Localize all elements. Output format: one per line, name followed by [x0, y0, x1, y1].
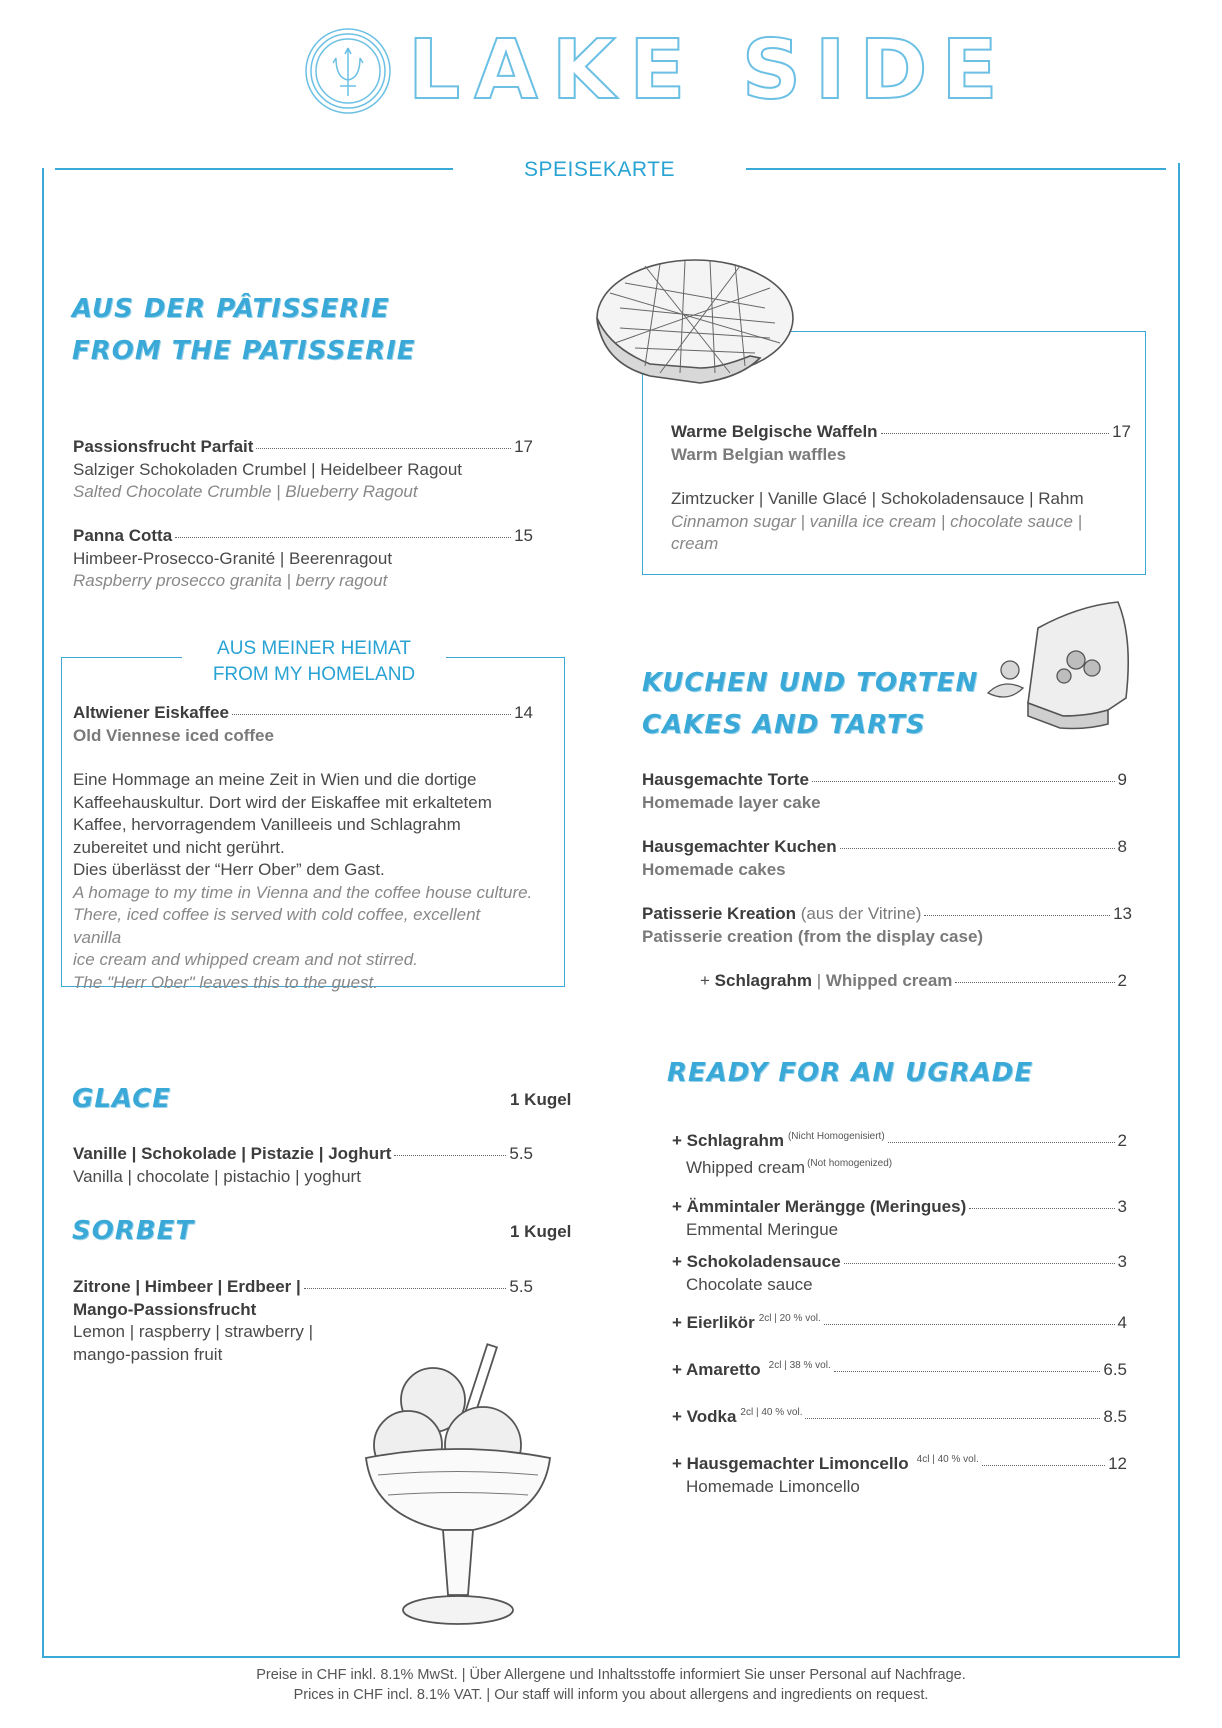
item-name-en: Warm Belgian waffles — [671, 444, 847, 464]
item-name-en: Old Viennese iced coffee — [73, 725, 274, 745]
item-note: 2cl | 20 % vol. — [758, 1313, 821, 1324]
item-name-en: Homemade cakes — [642, 859, 786, 879]
leader-dots — [175, 537, 511, 538]
item-desc-de: Salziger Schokoladen Crumbel | Heidelbeer Ragout — [73, 459, 463, 479]
item-name — [672, 1126, 885, 1153]
item-desc-en-3: ice cream and whipped cream and not stirred. — [73, 950, 418, 969]
item-desc-en-1: A homage to my time in Vienna and the coffee house culture. — [73, 882, 533, 902]
item-sub-note: (Not homogenized) — [807, 1157, 893, 1169]
item-note: 4cl | 40 % vol. — [916, 1454, 979, 1465]
leader-dots — [844, 1263, 1115, 1264]
item-name: + Ämmintaler Merängge (Meringues) — [672, 1197, 967, 1216]
frame-right — [1178, 163, 1180, 1658]
homeland-heading — [182, 636, 446, 688]
item-name-text: + Schlagrahm — [672, 1131, 784, 1150]
item-name — [672, 1449, 979, 1476]
leader-dots — [394, 1155, 506, 1156]
item-name-text: + Amaretto — [672, 1360, 761, 1379]
item-price: 2 — [1117, 971, 1127, 990]
item-name — [642, 903, 921, 926]
homeland-heading-en: FROM MY HOMELAND — [212, 664, 416, 685]
item-desc-de-3: Kaffee, hervorragendem Vanilleeis und Schlagrahm — [73, 815, 461, 834]
homeland-heading-de: AUS MEINER HEIMAT — [217, 638, 411, 659]
item-price: 5.5 — [509, 1277, 533, 1296]
item-price: 2 — [1117, 1131, 1127, 1150]
leader-dots — [824, 1324, 1115, 1325]
item-desc-2: mango-passion fruit — [73, 1344, 223, 1364]
patisserie-heading-de: AUS DER PÂTISSERIE — [72, 294, 390, 324]
leader-dots — [805, 1418, 1100, 1419]
menu-item-glace — [73, 1143, 533, 1188]
item-desc-en: Salted Chocolate Crumble | Blueberry Ragout — [73, 482, 418, 501]
patisserie-heading — [72, 288, 592, 372]
item-name-extra: (aus der Vitrine) — [796, 904, 922, 923]
item-price: 12 — [1108, 1454, 1127, 1473]
leader-dots — [888, 1142, 1115, 1143]
menu-title: SPEISEKARTE — [523, 158, 675, 181]
item-name-text: + Hausgemachter Limoncello — [672, 1454, 909, 1473]
upgrade-item-limoncello — [672, 1449, 1127, 1498]
patisserie-heading-en: FROM THE PATISSERIE — [72, 336, 416, 366]
menu-item-patisserie-kreation — [642, 903, 1132, 948]
item-name — [672, 1402, 802, 1429]
item-name: + Schokoladensauce — [672, 1252, 841, 1271]
item-name: Warme Belgische Waffeln — [671, 422, 878, 441]
item-sub-text: Whipped cream — [686, 1157, 806, 1177]
item-name-text: + Vodka — [672, 1407, 737, 1426]
sorbet-heading: SORBET — [72, 1216, 195, 1246]
item-desc-en: Cinnamon sugar | vanilla ice cream | chocolate sauce | cream — [671, 511, 1083, 553]
upgrade-item-vodka — [672, 1402, 1127, 1429]
leader-dots — [955, 982, 1114, 983]
item-price: 9 — [1117, 770, 1127, 789]
item-price: 3 — [1117, 1197, 1127, 1216]
waffle-illustration — [590, 248, 800, 428]
item-desc-en: Raspberry prosecco granita | berry ragout — [73, 571, 388, 590]
item-price: 4 — [1117, 1313, 1127, 1332]
upgrade-heading: READY FOR AN UGRADE — [667, 1058, 1034, 1088]
item-name-en: Patisserie creation (from the display case) — [642, 926, 984, 946]
item-sub — [672, 1153, 1127, 1180]
menu-item-passionsfrucht — [73, 436, 533, 504]
item-price: 6.5 — [1103, 1360, 1127, 1379]
leader-dots — [232, 714, 511, 715]
menu-item-cake-addon — [700, 970, 1127, 993]
item-desc-de: Himbeer-Prosecco-Granité | Beerenragout — [73, 548, 393, 568]
item-name-en: Homemade layer cake — [642, 792, 821, 812]
leader-dots — [840, 848, 1115, 849]
menu-item-panna-cotta — [73, 525, 533, 593]
leader-dots — [812, 781, 1115, 782]
addon-name-en: Whipped cream — [825, 971, 953, 990]
item-price: 5.5 — [509, 1144, 533, 1163]
menu-item-torte — [642, 769, 1127, 814]
item-price: 3 — [1117, 1252, 1127, 1271]
frame-bottom — [42, 1656, 1180, 1658]
item-desc-de-4: zubereitet und nicht gerührt. — [73, 837, 285, 857]
cakes-heading — [642, 662, 1062, 746]
item-name-line2: Mango-Passionsfrucht — [73, 1299, 257, 1319]
leader-dots — [969, 1208, 1114, 1209]
frame-top-right — [746, 168, 1166, 170]
menu-item-waffles — [671, 421, 1131, 556]
item-name-text: + Eierlikör — [672, 1313, 755, 1332]
item-sub: Chocolate sauce — [686, 1274, 813, 1294]
item-price: 13 — [1113, 904, 1132, 923]
item-price: 8.5 — [1103, 1407, 1127, 1426]
upgrade-item-schokoladensauce — [672, 1251, 1127, 1296]
item-name: Hausgemachter Kuchen — [642, 837, 837, 856]
glace-unit: 1 Kugel — [510, 1090, 572, 1109]
leader-dots — [834, 1371, 1101, 1372]
item-desc-en-2: There, iced coffee is served with cold coffee, excellent vanilla — [73, 905, 481, 947]
frame-left — [42, 168, 44, 1658]
addon-name: Schlagrahm — [714, 971, 812, 990]
item-name: Passionsfrucht Parfait — [73, 437, 254, 456]
sorbet-unit: 1 Kugel — [510, 1222, 572, 1241]
item-desc-de-2: Kaffeehauskultur. Dort wird der Eiskaffee mit erkaltetem — [73, 792, 492, 812]
item-name-text: Patisserie Kreation — [642, 904, 797, 923]
item-name: Hausgemachte Torte — [642, 770, 809, 789]
upgrade-item-amaretto — [672, 1355, 1127, 1382]
item-desc-de: Zimtzucker | Vanille Glacé | Schokoladensauce | Rahm — [671, 489, 1084, 508]
item-name: Panna Cotta — [73, 526, 173, 545]
item-name: Altwiener Eiskaffee — [73, 703, 229, 722]
leader-dots — [982, 1465, 1105, 1466]
item-price: 8 — [1117, 837, 1127, 856]
cakes-heading-en: CAKES AND TARTS — [642, 710, 926, 740]
item-desc-de-5: Dies überlässt der “Herr Ober” dem Gast. — [73, 860, 385, 879]
item-note: 2cl | 40 % vol. — [740, 1407, 803, 1418]
item-price: 17 — [1112, 422, 1131, 441]
trident-logo-icon — [300, 26, 396, 116]
item-price: 14 — [514, 703, 533, 722]
item-desc: Vanilla | chocolate | pistachio | yoghurt — [73, 1166, 361, 1186]
cakes-heading-de: KUCHEN UND TORTEN — [642, 668, 979, 698]
menu-item-kuchen — [642, 836, 1127, 881]
leader-dots — [304, 1288, 507, 1289]
leader-dots — [881, 433, 1110, 434]
brand-name: LAKE SIDE — [408, 23, 1012, 118]
ice-cream-sundae-illustration — [358, 1340, 558, 1640]
item-name: Zitrone | Himbeer | Erdbeer | — [73, 1277, 301, 1296]
addon-sep: | — [811, 971, 826, 990]
frame-top-left — [55, 168, 453, 170]
footer-en: Prices in CHF incl. 8.1% VAT. | Our staff will inform you about allergens and ingredients on request. — [293, 1687, 929, 1703]
item-note: (Nicht Homogenisiert) — [787, 1131, 885, 1142]
brand-logo — [300, 23, 1012, 118]
item-name: Vanille | Schokolade | Pistazie | Joghurt — [73, 1144, 392, 1163]
item-desc-1: Lemon | raspberry | strawberry | — [73, 1322, 313, 1341]
upgrade-item-meringue — [672, 1196, 1127, 1241]
upgrade-item-schlagrahm — [672, 1126, 1127, 1179]
item-desc-en-4: The "Herr Ober" leaves this to the guest. — [73, 972, 378, 992]
leader-dots — [256, 448, 511, 449]
item-price: 17 — [514, 437, 533, 456]
item-price: 15 — [514, 526, 533, 545]
addon-prefix: + — [700, 971, 715, 990]
item-sub: Homemade Limoncello — [686, 1476, 860, 1496]
footer-de: Preise in CHF inkl. 8.1% MwSt. | Über Allergene und Inhaltsstoffe informiert Sie unser Personal auf Nachfrage. — [256, 1667, 966, 1683]
leader-dots — [924, 915, 1110, 916]
glace-heading: GLACE — [72, 1084, 172, 1114]
item-sub: Emmental Meringue — [686, 1219, 839, 1239]
item-name — [672, 1355, 831, 1382]
item-name — [700, 970, 952, 993]
item-name — [672, 1308, 821, 1335]
menu-item-eiskaffee — [73, 702, 533, 994]
item-desc-de-1: Eine Hommage an meine Zeit in Wien und die dortige — [73, 770, 477, 789]
item-note: 2cl | 38 % vol. — [768, 1360, 831, 1371]
upgrade-item-eierlikoer — [672, 1308, 1127, 1335]
